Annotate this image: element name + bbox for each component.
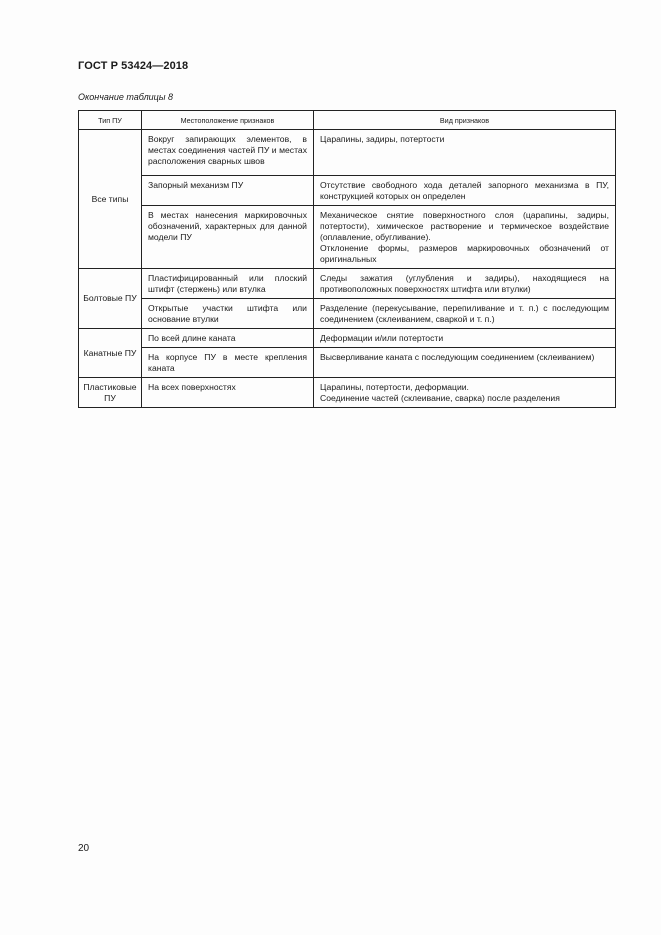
table-row	[79, 329, 616, 348]
table-row	[79, 176, 616, 206]
standard-code-header: ГОСТ Р 53424—2018	[78, 60, 189, 72]
signs-cell	[314, 206, 616, 269]
signs-line: Царапины, потертости, деформации.	[320, 382, 469, 392]
table-row	[79, 130, 616, 176]
location-cell: Вокруг запирающих элементов, в местах соединения частей ПУ и местах расположения сварных швов	[142, 130, 314, 176]
signs-cell: Высверливание каната с последующим соединением (склеиванием)	[314, 348, 616, 378]
signs-cell: Деформации и/или потертости	[314, 329, 616, 348]
table-row	[79, 348, 616, 378]
type-cell: Болтовые ПУ	[79, 269, 142, 329]
table-row	[79, 299, 616, 329]
location-cell: На корпусе ПУ в месте крепления каната	[142, 348, 314, 378]
type-cell: Пластиковые ПУ	[79, 378, 142, 408]
signs-line: Механическое снятие поверхностного слоя (царапины, задиры, потертости), химическое растворение и термическое воздействие (оплавление, обугливание).	[320, 210, 609, 242]
location-cell: В местах нанесения маркировочных обозначений, характерных для данной модели ПУ	[142, 206, 314, 269]
location-cell: Запорный механизм ПУ	[142, 176, 314, 206]
type-cell: Все типы	[79, 130, 142, 269]
page-number: 20	[78, 843, 90, 854]
location-cell: На всех поверхностях	[142, 378, 314, 408]
signs-line: Отклонение формы, размеров маркировочных обозначений от оригинальных	[320, 243, 609, 264]
signs-cell: Отсутствие свободного хода деталей запорного механизма в ПУ, конструкцией которых он определен	[314, 176, 616, 206]
signs-cell	[314, 378, 616, 408]
column-header-signs: Вид признаков	[314, 111, 616, 130]
table-row	[79, 378, 616, 408]
signs-table	[78, 110, 616, 408]
location-cell: Открытые участки штифта или основание втулки	[142, 299, 314, 329]
table-header-row	[79, 111, 616, 130]
location-cell: По всей длине каната	[142, 329, 314, 348]
table-row	[79, 269, 616, 299]
type-cell: Канатные ПУ	[79, 329, 142, 378]
signs-cell: Царапины, задиры, потертости	[314, 130, 616, 176]
signs-line: Соединение частей (склеивание, сварка) после разделения	[320, 393, 560, 403]
column-header-type: Тип ПУ	[79, 111, 142, 130]
signs-cell: Следы зажатия (углубления и задиры), находящиеся на противоположных поверхностях штифта или втулки)	[314, 269, 616, 299]
table-caption: Окончание таблицы 8	[78, 92, 173, 102]
location-cell: Пластифицированный или плоский штифт (стержень) или втулка	[142, 269, 314, 299]
table-row	[79, 206, 616, 269]
signs-cell: Разделение (перекусывание, перепиливание и т. п.) с последующим соединением (склеиванием, сваркой и т. п.)	[314, 299, 616, 329]
column-header-location: Местоположение признаков	[142, 111, 314, 130]
